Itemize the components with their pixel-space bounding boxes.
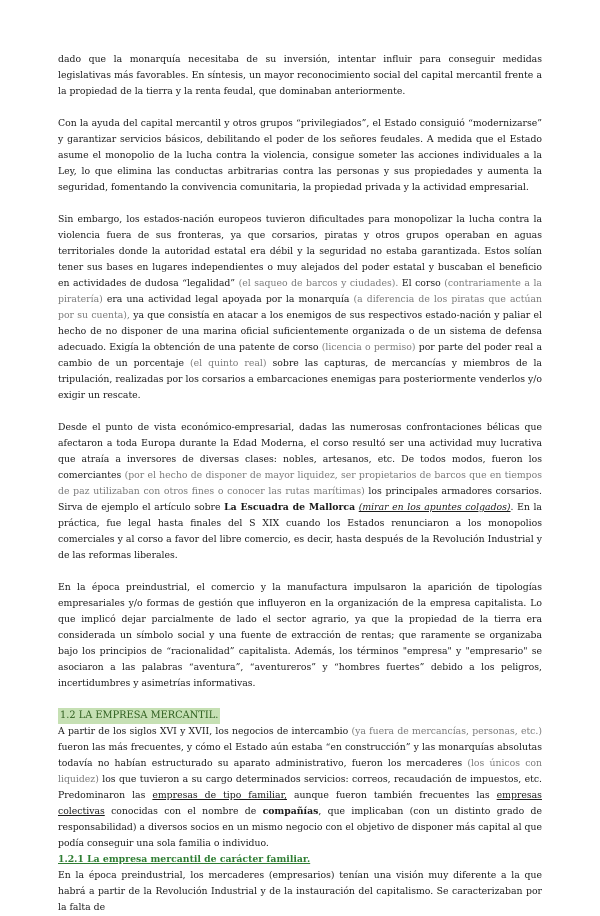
p3-gray-1: (el saqueo de barcos y ciudades).	[238, 278, 399, 289]
paragraph-3	[58, 212, 542, 404]
p3-gray-3: (a diferencia de los piratas que actúan por su cuenta),	[58, 294, 542, 321]
p6-text-c: los que tuvieron a su cargo determinados servicios: correos, recaudación de impuestos, etc. Predominaron las	[58, 774, 542, 801]
p6-underline-2: empresas colectivas	[58, 790, 542, 817]
p3-gray-4: (licencia o permiso)	[321, 342, 416, 353]
p3-gray-2: (contrariamente a la piratería)	[58, 278, 542, 305]
subsection-heading: 1.2.1 La empresa mercantil de carácter familiar.	[58, 854, 311, 865]
paragraph-4	[58, 420, 542, 564]
p6-gray-2: (los únicos con liquidez)	[58, 758, 542, 785]
paragraph-1: dado que la monarquía necesitaba de su inversión, intentar influir para conseguir medidas legislativas más favorables. En síntesis, un mayor reconocimiento social del capital mercantil frente a la propiedad de la tierra y la renta feudal, que dominaban anteriormente.	[58, 54, 542, 97]
document-page	[58, 52, 542, 916]
p4-gray-1: (por el hecho de disponer de mayor liquidez, ser propietarios de barcos que en tiempos de paz utilizaban con otros fines o conocer las rutas marítimas)	[58, 470, 542, 497]
paragraph-6	[58, 724, 542, 852]
p6-text-f: , que implicaban (con un distinto grado de responsabilidad) a diversos socios en un mismo negocio con el objetivo de disponer más capital al que podía conseguir una sola familia o individuo.	[58, 806, 542, 849]
p3-gray-5: (el quinto real)	[190, 358, 267, 369]
p3-text-d: ya que consistía en atacar a los enemigos de sus respectivos estado-nación y paliar el hecho de no disponer de una marina oficial suficientemente organizada o de un sistema de defensa adecuado. Exigía la obtención de una patente de corso	[58, 310, 542, 353]
p6-text-e: conocidas con el nombre de	[111, 806, 257, 817]
p4-notes-link[interactable]: (mirar en los apuntes colgados)	[358, 502, 511, 513]
p6-gray-1: (ya fuera de mercancías, personas, etc.)	[351, 726, 542, 737]
paragraph-5: En la época preindustrial, el comercio y la manufactura impulsaron la aparición de tipologías empresariales y/o formas de gestión que influyeron en la organización de la empresa capitalista. Lo que implicó dejar parcialmente de lado el sector agrario, ya que la propiedad de la tierra era considerada un símbolo social y una fuente de extracción de rentas; que raramente se organizaba bajo los principios de “racionalidad” capitalista. Además, los términos "empresa" y "empresario" se asociaron a las palabras “aventura”, “aventureros” y “hombres fuertes” debido a los peligros, incertidumbres y asimetrías informativas.	[58, 582, 542, 689]
p3-text-e: por parte del poder real a cambio de un porcentaje	[58, 342, 542, 369]
paragraph-2: Con la ayuda del capital mercantil y otros grupos “privilegiados”, el Estado consiguió “modernizarse” y garantizar servicios básicos, debilitando el poder de los señores feudales. A medida que el Estado asume el monopolio de la lucha contra la violencia, consigue someter las acciones individuales a la Ley, lo que elimina las conductas arbitrarias contra las personas y sus propiedades y aumenta la seguridad, fomentando la convivencia comunitaria, la propiedad privada y la actividad empresarial.	[58, 118, 542, 193]
p3-text-c: era una actividad legal apoyada por la monarquía	[106, 294, 350, 305]
p4-bold-title: La Escuadra de Mallorca	[224, 502, 356, 513]
p6-text-a: A partir de los siglos XVI y XVII, los negocios de intercambio	[58, 726, 349, 737]
p4-text-a: Desde el punto de vista económico-empresarial, dadas las numerosas confrontaciones bélicas que afectaron a toda Europa durante la Edad Moderna, el corso resultó ser una actividad muy lucrativa que atraía a inversores de diversas clases: nobles, artesanos, etc. De todos modos, fueron los comerciantes	[58, 422, 542, 481]
p3-text-a: Sin embargo, los estados-nación europeos tuvieron dificultades para monopolizar la lucha contra la violencia fuera de sus fronteras, ya que corsarios, piratas y otros grupos operaban en aguas territoriales donde la autoridad estatal era débil y la seguridad no estaba garantizada. Estos solían tener sus bases en lugares independientes o muy alejados del poder estatal y buscaban el beneficio en actividades de dudosa “legalidad”	[58, 214, 542, 289]
p6-text-b: fueron las más frecuentes, y cómo el Estado aún estaba “en construcción” y las monarquías absolutas todavía no habían estructurado su aparato administrativo, fueron los mercaderes	[58, 742, 542, 769]
section-heading: 1.2 LA EMPRESA MERCANTIL.	[58, 708, 220, 724]
p6-text-d: aunque fueron también frecuentes las	[293, 790, 490, 801]
p3-text-f: sobre las capturas, de mercancías y miembros de la tripulación, realizadas por los corsarios a embarcaciones enemigas para posteriormente venderlos y/o exigir un rescate.	[58, 358, 542, 401]
p4-text-c: . En la práctica, fue legal hasta finales del S XIX cuando los Estados renunciaron a los monopolios comerciales y al corso a favor del libre comercio, es decir, hasta después de la Revolución Industrial y de las reformas liberales.	[58, 502, 542, 561]
p6-underline-1: empresas de tipo familiar,	[152, 790, 287, 801]
paragraph-7: En la época preindustrial, los mercaderes (empresarios) tenían una visión muy diferente a la que habrá a partir de la Revolución Industrial y de la instauración del capitalismo. Se caracterizaban por la falta de	[58, 870, 542, 913]
p4-text-b: los principales armadores corsarios. Sirva de ejemplo el artículo sobre	[58, 486, 542, 513]
p6-bold-companias: compañías	[262, 806, 319, 817]
p3-text-b: El corso	[401, 278, 441, 289]
